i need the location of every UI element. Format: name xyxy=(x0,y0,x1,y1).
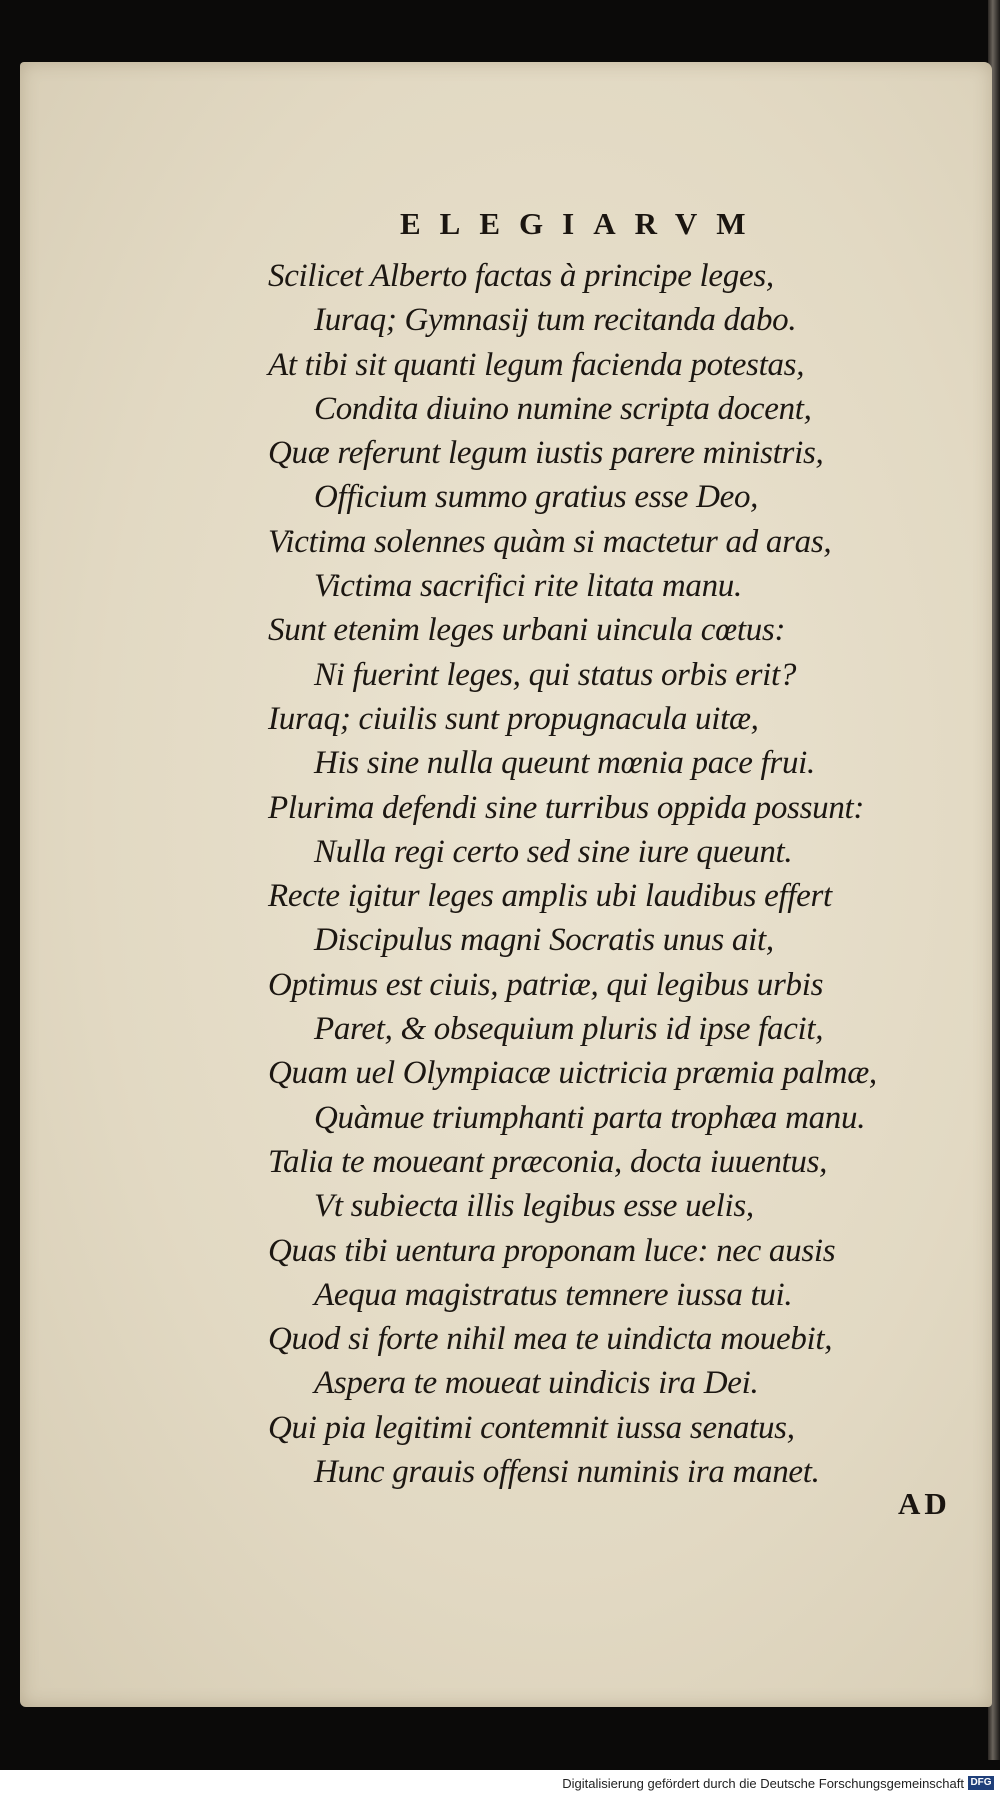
running-head: ELEGIARVM xyxy=(400,206,765,241)
verse-line: Victima solennes quàm si mactetur ad aras, xyxy=(268,523,832,560)
verse-line: Sunt etenim leges urbani uincula cœtus: xyxy=(268,612,786,649)
verse-line: Vt subiecta illis legibus esse uelis, xyxy=(314,1188,754,1225)
verse-line: Plurima defendi sine turribus oppida possunt: xyxy=(268,789,865,826)
verse-line: Talia te moueant præconia, docta iuuentus, xyxy=(268,1143,828,1180)
verse-line: Iuraq; ciuilis sunt propugnacula uitæ, xyxy=(268,700,759,737)
verse-line: Aspera te moueat uindicis ira Dei. xyxy=(314,1365,759,1402)
verse-line: Aequa magistratus temnere iussa tui. xyxy=(314,1276,793,1313)
verse-line: Quàmue triumphanti parta trophæa manu. xyxy=(314,1099,866,1136)
footer-credit: Digitalisierung gefördert durch die Deutsche Forschungsgemeinschaft xyxy=(562,1776,964,1791)
verse-line: Victima sacrifici rite litata manu. xyxy=(314,568,742,605)
verse-line: Quam uel Olympiacæ uictricia præmia palmæ, xyxy=(268,1055,877,1092)
verse-line: Quas tibi uentura proponam luce: nec ausis xyxy=(268,1232,836,1269)
verse-line: Officium summo gratius esse Deo, xyxy=(314,479,759,516)
verse-line: Iuraq; Gymnasij tum recitanda dabo. xyxy=(314,302,797,339)
verse-line: Recte igitur leges amplis ubi laudibus effert xyxy=(268,878,832,915)
verse-block xyxy=(268,254,948,1494)
verse-line: Qui pia legitimi contemnit iussa senatus, xyxy=(268,1409,795,1446)
verse-line: Discipulus magni Socratis unus ait, xyxy=(314,922,774,959)
digitization-footer xyxy=(0,1770,1000,1794)
verse-line: Nulla regi certo sed sine iure queunt. xyxy=(314,833,793,870)
verse-line: Optimus est ciuis, patriæ, qui legibus urbis xyxy=(268,966,824,1003)
catchword: AD xyxy=(898,1486,951,1521)
verse-line: Hunc grauis offensi numinis ira manet. xyxy=(314,1454,820,1491)
verse-line: Paret, & obsequium pluris id ipse facit, xyxy=(314,1011,824,1048)
dfg-logo: DFG xyxy=(968,1776,994,1790)
verse-line: Quæ referunt legum iustis parere ministris, xyxy=(268,435,824,472)
book-page xyxy=(20,62,992,1707)
verse-line: Ni fuerint leges, qui status orbis erit? xyxy=(314,656,797,693)
verse-line: Quod si forte nihil mea te uindicta mouebit, xyxy=(268,1321,833,1358)
verse-line: Condita diuino numine scripta docent, xyxy=(314,390,812,427)
verse-line: Scilicet Alberto factas à principe leges, xyxy=(268,258,774,294)
verse-line: His sine nulla queunt mœnia pace frui. xyxy=(314,745,815,782)
verse-line: At tibi sit quanti legum facienda potestas, xyxy=(268,346,805,383)
